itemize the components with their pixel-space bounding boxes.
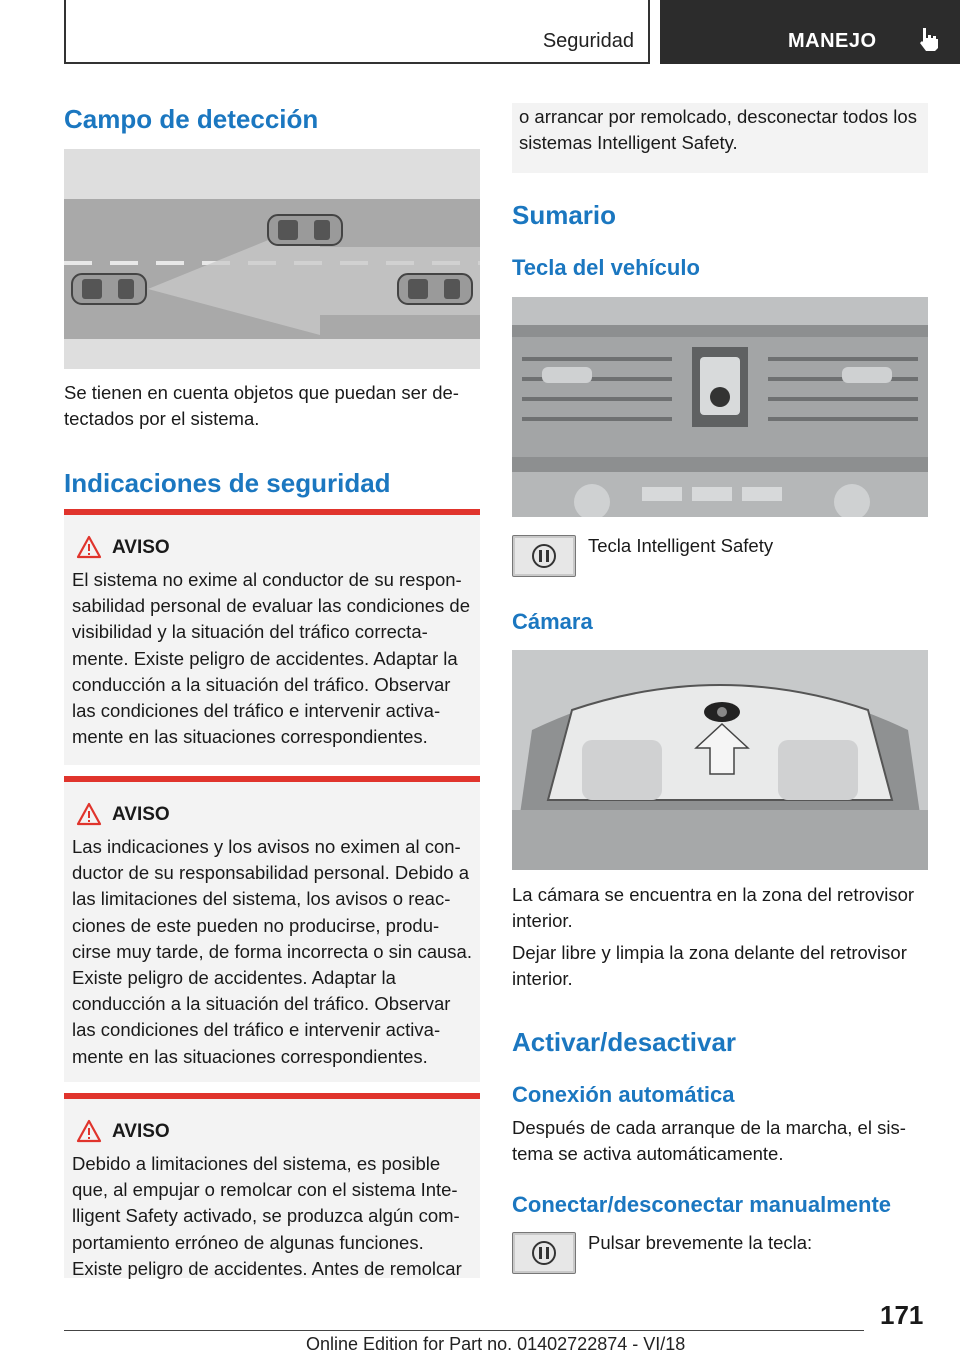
heading-detection-field: Campo de detección <box>64 104 319 134</box>
warning-continuation-box <box>512 103 928 173</box>
camera-figure <box>512 650 928 870</box>
camera-paragraph-1: La cámara se encuentra en la zona del retrovisor interior. <box>512 884 915 931</box>
hand-pointer-icon <box>918 26 940 57</box>
camera-paragraph-2: Dejar libre y limpia la zona delante del retrovisor interior. <box>512 942 907 989</box>
warning-continuation-text: o arrancar por remolcado, desconectar todos los sistemas Intelligent Safety. <box>519 106 917 154</box>
section-title: Seguridad <box>542 30 634 52</box>
intelligent-safety-key-icon <box>512 1232 576 1274</box>
header-section-tab <box>64 0 650 64</box>
footer-edition: Online Edition for Part no. 01402722874 - VI/18 <box>306 1334 686 1354</box>
warning-title: AVISO <box>112 1121 170 1142</box>
detection-field-caption: Se tienen en cuenta objetos que puedan ser de-tectados por el sistema. <box>64 382 459 429</box>
key-label: Tecla Intelligent Safety <box>588 535 774 556</box>
warning-box <box>64 776 480 1082</box>
heading-safety-notes: Indicaciones de seguridad <box>64 468 391 498</box>
car-icon <box>398 274 472 304</box>
warning-box <box>64 509 480 765</box>
warning-title: AVISO <box>112 537 170 558</box>
dashboard-key-figure <box>512 297 928 517</box>
warning-title: AVISO <box>112 804 170 825</box>
manual-activation-text: Pulsar brevemente la tecla: <box>588 1232 813 1253</box>
warning-triangle-icon <box>76 802 102 826</box>
intelligent-safety-key-icon <box>512 535 576 577</box>
warning-text: Debido a limitaciones del sistema, es posible que, al empujar o remolcar con el sistema Inte-lligent Safety activado, se produzca algún com-portamiento erróneo de algunas funciones. Existe peligro de accidentes. Antes de remolcar <box>72 1153 462 1279</box>
heading-automatic-activation: Conexión automática <box>512 1082 735 1107</box>
warning-box <box>64 1093 480 1278</box>
warning-text: Las indicaciones y los avisos no eximen al con-ductor de su responsabilidad personal. Debido a las limitaciones del sistema, los avisos o reac-ciones de este pueden no producirse, produ-cirse muy tarde, de forma incorrecta o sin causa. Existe peligro de accidentes. Adaptar la conducción a la situación del tráfico. Observar las condiciones del tráfico e intervenir activa-mente en las situaciones correspondientes. <box>72 836 472 1067</box>
heading-summary: Sumario <box>512 200 617 230</box>
heading-manual-activation: Conectar/desconectar manualmente <box>512 1192 892 1217</box>
heading-activate-deactivate: Activar/desactivar <box>512 1027 737 1057</box>
detection-field-figure <box>64 149 480 369</box>
car-icon <box>72 274 146 304</box>
page-number: 171 <box>880 1300 924 1330</box>
heading-vehicle-key: Tecla del vehículo <box>512 255 700 280</box>
heading-camera: Cámara <box>512 609 593 634</box>
automatic-activation-text: Después de cada arranque de la marcha, el sis-tema se activa automáticamente. <box>512 1117 906 1164</box>
warning-triangle-icon <box>76 535 102 559</box>
warning-triangle-icon <box>76 1119 102 1143</box>
warning-text: El sistema no exime al conductor de su respon-sabilidad personal de evaluar las condiciones de visibilidad y la situación del tráfico correcta-mente. Existe peligro de accidentes. Adaptar la conducción a la situación del tráfico. Observar las condiciones del tráfico e intervenir activa-mente en las situaciones correspondientes. <box>72 569 471 748</box>
footer-divider <box>64 1330 864 1331</box>
header-chapter-tab <box>660 0 960 64</box>
car-icon <box>268 215 342 245</box>
chapter-title: MANEJO <box>788 30 877 52</box>
